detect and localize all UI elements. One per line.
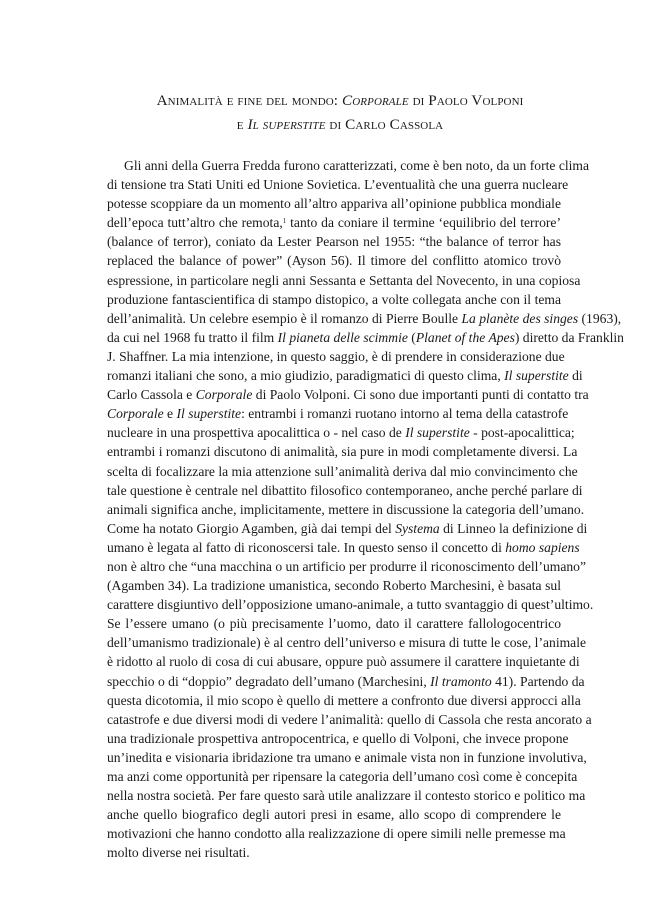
text-line: un’inedita e visionaria ibridazione tra umano e animale vista non in funzione involutiva, [107, 749, 587, 765]
text-line: romanzi italiani che sono, a mio giudizio, paradigmatici di questo clima, Il superstite di [107, 368, 583, 384]
text-line: dell’animalità. Un celebre esempio è il romanzo di Pierre Boulle La planète des singes (1963), [107, 310, 622, 326]
title-text: di Paolo Volponi [408, 92, 524, 109]
text-line: Gli anni della Guerra Fredda furono caratterizzati, come è ben noto, da un forte clima [124, 158, 590, 173]
text-line: Come ha notato Giorgio Agamben, già dai tempi del Systema di Linneo la definizione di [107, 520, 588, 536]
text-line: nucleare in una prospettiva apocalittica o - nel caso de Il superstite - post-apocalittica; [107, 425, 575, 441]
title-italic-superstite: Il superstite [247, 116, 326, 133]
text-line: una tradizionale prospettiva antropocentrica, e quello di Volponi, che invece propone [107, 730, 569, 746]
title-text: di Carlo Cassola [325, 116, 444, 133]
text-line: dell’umanismo tradizionale) è al centro dell’universo e misura di tutte le cose, l’animale [107, 635, 587, 651]
text-line: motivazioni che hanno condotto alla realizzazione di opere simili nelle premesse ma [107, 826, 566, 842]
text-line: (Agamben 34). La tradizione umanistica, secondo Roberto Marchesini, è basata sul [107, 578, 561, 594]
text-line: espressione, in particolare negli anni Sessanta e Settanta del Novecento, in una copiosa [107, 272, 581, 288]
text-line: (balance of terror), coniato da Lester Pearson nel 1955: “the balance of terror has [107, 234, 561, 250]
title-line-1 [60, 90, 620, 112]
text-line: catastrofe e due diversi modi di vedere l’animalità: quello di Cassola che resta ancorato a [107, 711, 592, 727]
text-line: dell’epoca tutt’altro che remota,$^1$ tanto da coniare il termine ‘equilibrio del terrore’ [107, 215, 561, 231]
text-line: scelta di focalizzare la mia attenzione sull’animalità deriva dal mio convincimento che [107, 463, 578, 479]
title-text: e [236, 116, 248, 133]
text-line: ma anzi come opportunità per ripensare la categoria dell’umano così come è concepita [107, 769, 578, 784]
title-italic-corporale: Corporale [342, 92, 409, 109]
title-text: Animalità e fine del mondo: [156, 92, 343, 109]
text-line: potesse scoppiare da un momento all’altro appariva all’opinione pubblica mondiale [107, 196, 561, 212]
text-line: nella nostra società. Per fare questo sarà utile analizzare il contesto storico e politico ma [107, 788, 586, 804]
text-line: animali significa anche, implicitamente, mettere in discussione la categoria dell’umano. [107, 501, 585, 517]
text-line: molto diverse nei risultati. [107, 845, 250, 861]
text-line: produzione fantascientifica di stampo distopico, a volte collegata anche con il tema [107, 291, 561, 307]
footnote-reference[interactable]: 1 [282, 217, 287, 226]
text-line: carattere disgiuntivo dell’opposizione umano-animale, a tutto svantaggio di quest’ultimo. [107, 597, 594, 613]
text-line: di tensione tra Stati Uniti ed Unione Sovietica. L’eventualità che una guerra nucleare [107, 177, 569, 193]
text-line: non è altro che “una macchina o un artificio per produrre il riconoscimento dell’umano” [107, 558, 586, 574]
title-line-2 [60, 114, 620, 136]
body-paragraph [107, 156, 624, 862]
text-line: specchio o di “doppio” degradato dell’umano (Marchesini, Il tramonto 41). Partendo da [107, 673, 585, 689]
text-line: è ridotto al ruolo di cosa di cui abusare, oppure può assumere il carattere inquietante di [107, 654, 580, 670]
text-line: entrambi i romanzi discutono di animalità, sia pure in modi completamente diversi. La [107, 444, 578, 460]
text-line: umano è legata al fatto di riconoscersi tale. In questo senso il concetto di homo sapiens [107, 539, 580, 555]
text-line: anche quello biografico degli autori presi in esame, allo scopo di comprendere le [107, 807, 561, 823]
text-line: tale questione è centrale nel dibattito filosofico contemporaneo, anche perché parlare di [107, 482, 583, 498]
text-line: Se l’essere umano (o più precisamente l’uomo, dato il carattere fallologocentrico [107, 616, 561, 632]
text-line: J. Shaffner. La mia intenzione, in questo saggio, è di prendere in considerazione due [107, 348, 565, 364]
text-line: Carlo Cassola e Corporale di Paolo Volponi. Ci sono due importanti punti di contatto tra [107, 387, 589, 403]
text-line: da cui nel 1968 fu tratto il film Il pianeta delle scimmie (Planet of the Apes) diretto da Franklin [107, 329, 624, 345]
text-line: Corporale e Il superstite: entrambi i romanzi ruotano intorno al tema della catastrofe [107, 406, 569, 422]
text-line: replaced the balance of power” (Ayson 56). Il timore del conflitto atomico trovò [107, 253, 561, 269]
text-line: questa dicotomia, il mio scopo è quello di mettere a confronto due diversi approcci alla [107, 692, 581, 708]
